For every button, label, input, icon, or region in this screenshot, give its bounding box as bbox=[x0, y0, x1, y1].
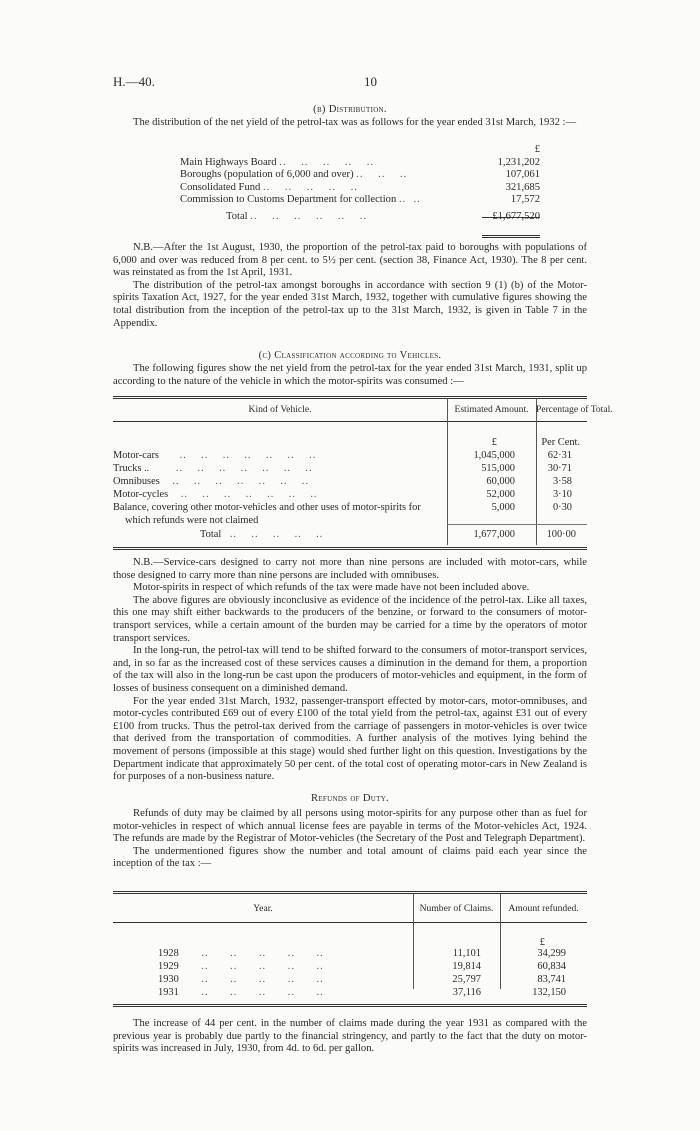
col-header-kind: Kind of Vehicle. bbox=[248, 404, 312, 415]
table-header-rule bbox=[113, 922, 587, 923]
amount-cell: 5,000 bbox=[491, 502, 515, 513]
distribution-row: Boroughs (population of 6,000 and over) .. .. .. 107,061 bbox=[180, 169, 540, 181]
total-double-rule bbox=[482, 237, 540, 238]
subtotal-rule bbox=[482, 217, 540, 218]
distribution-row: Commission to Customs Department for collection .. .. 17,572 bbox=[180, 194, 540, 206]
refunds-heading: Refunds of Duty. bbox=[310, 793, 390, 804]
amount-cell: 60,834 bbox=[537, 961, 566, 972]
distribution-currency: £ bbox=[534, 144, 540, 155]
percentage-cell: 3·10 bbox=[552, 489, 572, 500]
classification-intro: The following figures show the net yield from the petrol-tax for the year ended 31st March, 1931, split up according to the nature of the vehicle in which the motor-spirits was consumed :— bbox=[113, 363, 587, 387]
distribution-table bbox=[180, 144, 540, 224]
distribution-row: Main Highways Board .. .. .. .. .. 1,231,202 bbox=[180, 156, 540, 168]
percentage-cell: 62·31 bbox=[547, 450, 572, 461]
col-header-amount: Estimated Amount. bbox=[454, 404, 529, 415]
table-bottom-rule bbox=[113, 1004, 587, 1005]
amount-cell: 1,045,000 bbox=[473, 450, 515, 461]
amount-unit: £ bbox=[491, 437, 497, 448]
percentage-cell: 0·30 bbox=[552, 502, 572, 513]
table-header-rule bbox=[113, 421, 587, 422]
amount-cell: 83,741 bbox=[537, 974, 566, 985]
amount-cell: 515,000 bbox=[481, 463, 515, 474]
amount-cell: 132,150 bbox=[532, 987, 566, 998]
table-row: Motor-cars .. .. .. .. .. .. .. bbox=[113, 450, 317, 461]
amount-cell: 52,000 bbox=[486, 489, 515, 500]
claims-cell: 37,116 bbox=[452, 987, 481, 998]
table-bottom-rule bbox=[113, 1006, 587, 1007]
refunds-text: Refunds of duty may be claimed by all persons using motor-spirits for any purpose other than as fuel for motor-vehicles in respect of which annual license fees are payable in terms of the Motor-vehicles Act, 1924. The refunds are made by the Registrar of Motor-vehicles (the Secretary of the Post and Telegraph Department). The undermentioned figures show the number and total amount of claims paid each year since the inception of the tax :— bbox=[113, 808, 587, 870]
page-number: 10 bbox=[364, 74, 377, 89]
classification-total-row: Total .. .. .. .. .. bbox=[200, 529, 324, 540]
table-row: Motor-cycles .. .. .. .. .. .. .. bbox=[113, 489, 318, 500]
total-rule bbox=[447, 524, 536, 525]
table-top-rule bbox=[113, 398, 587, 399]
refund-unit: £ bbox=[539, 937, 545, 948]
document-reference: H.—40. bbox=[113, 74, 155, 89]
distribution-intro: The distribution of the net yield of the petrol-tax was as follows for the year ended 31st March, 1932 :— bbox=[133, 117, 577, 128]
classification-heading: (c) Classification according to Vehicles. bbox=[258, 350, 442, 361]
amount-cell: 34,299 bbox=[537, 948, 566, 959]
percentage-unit: Per Cent. bbox=[541, 437, 580, 448]
table-row: Balance, covering other motor-vehicles and other uses of motor-spirits for which refunds were not claimed bbox=[113, 502, 421, 526]
total-double-rule bbox=[482, 235, 540, 236]
table-row: 1928 .. .. .. .. .. bbox=[158, 948, 324, 959]
percentage-cell: 30·71 bbox=[547, 463, 572, 474]
total-rule bbox=[536, 524, 587, 525]
refunds-closing: The increase of 44 per cent. in the number of claims made during the year 1931 as compared with the previous year is probably due partly to the financial stringency, and partly to the fact that the duty on motor-spirits was increased in July, 1930, from 4d. to 6d. per gallon. bbox=[113, 1018, 587, 1055]
distribution-total-row: Total .. .. .. .. .. .. £1,677,520 bbox=[226, 210, 540, 222]
claims-cell: 19,814 bbox=[452, 961, 481, 972]
table-top-rule bbox=[113, 396, 587, 397]
table-row: 1930 .. .. .. .. .. bbox=[158, 974, 324, 985]
total-amount: 1,677,000 bbox=[473, 529, 515, 540]
col-header-claims: Number of Claims. bbox=[419, 903, 494, 914]
col-header-amount: Amount refunded. bbox=[508, 903, 579, 914]
distribution-row: Consolidated Fund .. .. .. .. .. 321,685 bbox=[180, 181, 540, 193]
amount-cell: 60,000 bbox=[486, 476, 515, 487]
distribution-notes: N.B.—After the 1st August, 1930, the proportion of the petrol-tax paid to boroughs with populations of 6,000 and over was reduced from 8 per cent. to 5½ per cent. (section 38, Finance Act, 1930). The 8 per cent. was reinstated as from the 1st April, 1931. The distribution of the petrol-tax amongst boroughs in accordance with section 9 (1) (b) of the Motor-spirits Taxation Act, 1927, for the year ended 31st March, 1932, together with cumulative figures showing the total distribution from the inception of the petrol-tax up to the 31st March, 1932, is given in Table 7 in the Appendix. bbox=[113, 242, 587, 329]
claims-cell: 11,101 bbox=[452, 948, 481, 959]
table-top-rule bbox=[113, 893, 587, 894]
table-bottom-rule bbox=[113, 549, 587, 550]
table-row: Omnibuses .. .. .. .. .. .. .. bbox=[113, 476, 310, 487]
col-header-year: Year. bbox=[253, 903, 273, 914]
total-percentage: 100·00 bbox=[546, 529, 576, 540]
table-row: 1931 .. .. .. .. .. bbox=[158, 987, 324, 998]
table-row: 1929 .. .. .. .. .. bbox=[158, 961, 324, 972]
table-bottom-rule bbox=[113, 547, 587, 548]
claims-cell: 25,797 bbox=[452, 974, 481, 985]
table-top-rule bbox=[113, 891, 587, 892]
table-row: Trucks .. .. .. .. .. .. .. .. bbox=[113, 463, 313, 474]
incidence-notes: N.B.—Service-cars designed to carry not more than nine persons are included with motor-cars, while those designed to carry more than nine persons are included with omnibuses. Motor-spirits in respect of which refunds of the tax were made have not been included above. The above figures are obviously inconclusive as evidence of the incidence of the petrol-tax. Like all taxes, this one may shift either backwards to the producers of the benzine, or forward to the consumers of motor-transport services, while a certain amount of the burden may be carried for a time by the operators of motor transport services. In the long-run, the petrol-tax will tend to be shifted forward to the consumers of motor-transport services, and, in so far as the increased cost of these services causes a diminution in the demand for them, a proportion of the tax will also in the long-run be cast upon the producers of motor-vehicles and equipment, in the form of losses of business consequent on a diminished demand. For the year ended 31st March, 1932, passenger-transport effected by motor-cars, motor-omnibuses, and motor-cycles contributed £69 out of every £100 of the total yield from the petrol-tax, against £31 out of every £100 from trucks. Thus the petrol-tax derived from the carriage of passengers in motor-vehicles is over twice that derived from the transportation of commodities. A further analysis of the motives lying behind the movement of persons (impossible at this stage) would shed further light on this question. Investigations by the Department indicate that approximately 50 per cent. of the total cost of operating motor-cars in New Zealand is for purposes of a non-business nature. bbox=[113, 557, 587, 783]
distribution-heading: (b) Distribution. bbox=[313, 104, 387, 115]
col-header-percentage: Percentage of Total. bbox=[536, 404, 613, 415]
percentage-cell: 3·58 bbox=[552, 476, 572, 487]
